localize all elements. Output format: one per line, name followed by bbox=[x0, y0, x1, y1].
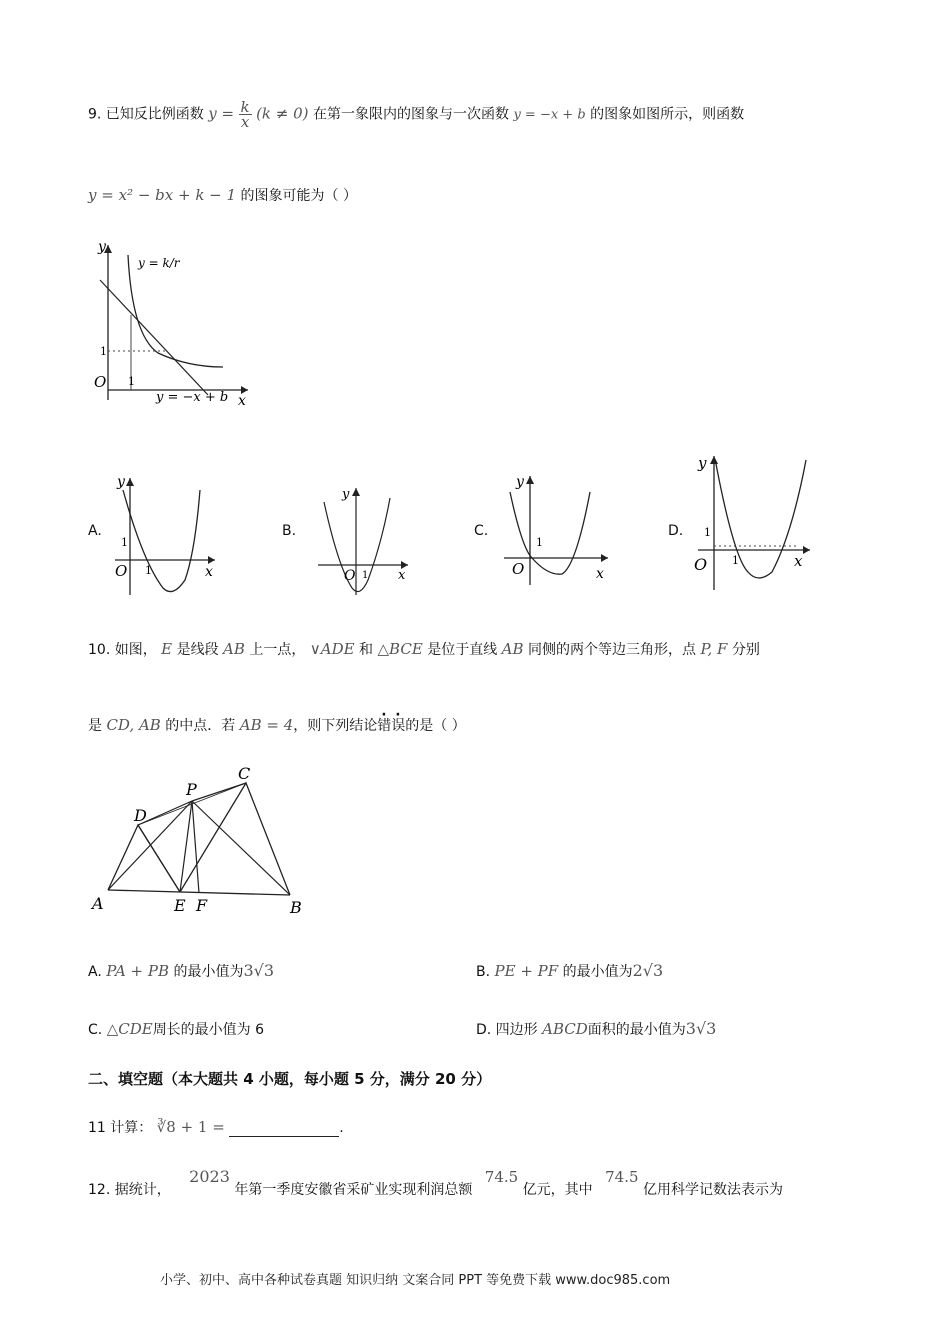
q10-midpoints: CD, AB bbox=[106, 716, 161, 734]
q9-opt-d-1x: 1 bbox=[732, 554, 739, 567]
q9-opt-a-x: x bbox=[205, 564, 213, 580]
section-2-heading: 二、填空题（本大题共 4 小题，每小题 5 分，满分 20 分） bbox=[88, 1070, 492, 1088]
q10-opt-a-expr: PA + PB bbox=[106, 962, 170, 980]
q9-tail2-text: 的图象可能为（ ） bbox=[240, 188, 357, 204]
q12-line bbox=[88, 1167, 783, 1199]
q10-option-c[interactable] bbox=[88, 1020, 264, 1039]
q9-opt-c-x: x bbox=[596, 566, 604, 582]
q9-opt-a-o: O bbox=[115, 562, 128, 580]
q10-opt-d-expr: ABCD bbox=[542, 1020, 588, 1038]
q9-opt-a-1y: 1 bbox=[121, 536, 128, 549]
q10-option-a[interactable] bbox=[88, 962, 274, 981]
q10-option-b[interactable] bbox=[476, 962, 663, 981]
q9-option-a-label[interactable]: A. bbox=[88, 523, 102, 539]
q10-line1-e: 是位于直线 bbox=[427, 642, 498, 658]
q11-line bbox=[88, 1118, 344, 1137]
q9-option-a-graph[interactable] bbox=[105, 470, 225, 600]
q9-opt-b-o: O bbox=[344, 568, 356, 584]
q10-opt-d-label: D. 四边形 bbox=[476, 1022, 538, 1038]
q9-option-c-graph[interactable] bbox=[496, 470, 616, 590]
q10-figure bbox=[88, 765, 313, 925]
q11-answer-blank[interactable] bbox=[229, 1122, 339, 1137]
q9-fig-tick-y1: 1 bbox=[100, 345, 107, 358]
q12-year: 2023 bbox=[189, 1167, 230, 1186]
q10-fig-d: D bbox=[134, 806, 147, 825]
q10-opt-b-value: 2√3 bbox=[632, 961, 664, 980]
q9-opt-d-1y: 1 bbox=[704, 526, 711, 539]
q10-emph-cuo: 错 bbox=[377, 718, 392, 734]
q10-opt-b-text: 的最小值为 bbox=[562, 964, 633, 980]
q10-line1-g: 分别 bbox=[731, 642, 760, 658]
q10-points-pf: P, F bbox=[700, 640, 728, 658]
q10-opt-b-label: B. bbox=[476, 964, 491, 980]
q10-opt-d-value: 3√3 bbox=[685, 1019, 717, 1038]
q9-fig-origin: O bbox=[94, 373, 107, 391]
q9-fig-tick-x1: 1 bbox=[128, 375, 135, 388]
q11-end: . bbox=[339, 1120, 344, 1136]
q9-option-b-graph[interactable] bbox=[310, 480, 415, 600]
q10-line2-c4: 的是（ ） bbox=[405, 718, 466, 734]
q10-triangle-ade: ∨ADE bbox=[309, 640, 355, 658]
q9-func1-fraction bbox=[239, 100, 252, 129]
q10-opt-c-label: C. bbox=[88, 1022, 103, 1038]
q9-opt-c-1y: 1 bbox=[536, 536, 543, 549]
q11-expr: ∛8 + 1 = bbox=[156, 1118, 225, 1136]
q10-emph-wu: 误 bbox=[391, 718, 406, 734]
q9-fig-y-label: y bbox=[98, 239, 106, 255]
q9-opt-b-1x: 1 bbox=[362, 570, 369, 581]
q9-mid-text: 在第一象限内的图象与一次函数 bbox=[312, 106, 509, 123]
page-footer: 小学、初中、高中各种试卷真题 知识归纳 文案合同 PPT 等免费下载 www.doc985.com bbox=[160, 1273, 671, 1288]
q9-func1-lhs: y = bbox=[208, 104, 235, 123]
q9-fig-x-label: x bbox=[238, 393, 246, 409]
q10-fig-b: B bbox=[290, 898, 302, 917]
q11-label: 11 计算： bbox=[88, 1120, 153, 1136]
q9-option-c-label[interactable]: C. bbox=[474, 523, 489, 539]
q12-label: 12. 据统计， bbox=[88, 1182, 171, 1198]
q9-line1 bbox=[88, 100, 744, 129]
q9-opt-d-o: O bbox=[694, 555, 708, 574]
q9-func1-condition: (k ≠ 0) bbox=[256, 104, 309, 123]
q10-opt-a-text: 的最小值为 bbox=[173, 964, 244, 980]
q10-line1 bbox=[88, 640, 760, 659]
q10-opt-a-label: A. bbox=[88, 964, 102, 980]
q9-func1-numerator: k bbox=[240, 98, 250, 116]
q10-option-d[interactable] bbox=[476, 1020, 716, 1039]
q9-fig-curve-label: y = k/r bbox=[138, 256, 180, 270]
q10-segment-ab: AB bbox=[223, 640, 245, 658]
q10-line2-c1: ，则下列结论 bbox=[293, 718, 378, 734]
q9-func3: y = x² − bx + k − 1 bbox=[88, 186, 237, 204]
q12-value2: 74.5 bbox=[605, 1168, 639, 1186]
q10-opt-a-value: 3√3 bbox=[243, 961, 275, 980]
q9-func2: y = −x + b bbox=[513, 107, 586, 123]
q10-line1-f: 同侧的两个等边三角形，点 bbox=[527, 642, 696, 658]
q10-line1-a: 10. 如图， bbox=[88, 642, 157, 658]
q10-fig-a: A bbox=[92, 894, 104, 913]
q10-fig-c: C bbox=[238, 765, 251, 783]
q12-text1: 年第一季度安徽省采矿业实现利润总额 bbox=[234, 1182, 473, 1198]
q10-fig-e: E bbox=[174, 896, 186, 915]
q9-number-text: 9. 已知反比例函数 bbox=[88, 106, 204, 123]
q9-main-figure bbox=[88, 235, 258, 415]
q12-text2: 亿元，其中 bbox=[522, 1182, 593, 1198]
q10-opt-d-text: 面积的最小值为 bbox=[587, 1022, 686, 1038]
q10-fig-f: F bbox=[196, 896, 208, 915]
q10-line1-d: 和 bbox=[359, 642, 374, 658]
q9-opt-c-o: O bbox=[512, 560, 525, 578]
q10-line1-b: 是线段 bbox=[176, 642, 219, 658]
q10-opt-c-text: 周长的最小值为 6 bbox=[152, 1022, 265, 1038]
q10-line-ab: AB bbox=[501, 640, 524, 658]
q9-opt-a-1x: 1 bbox=[145, 564, 152, 577]
q9-opt-b-y: y bbox=[342, 487, 350, 502]
q10-opt-c-expr: △CDE bbox=[106, 1020, 153, 1038]
q10-fig-p: P bbox=[186, 780, 197, 799]
q9-option-d-label[interactable]: D. bbox=[668, 523, 684, 539]
q10-line2-b: 的中点．若 bbox=[165, 718, 236, 734]
q10-line1-c: 上一点， bbox=[249, 642, 306, 658]
q9-func1-denominator: x bbox=[240, 113, 250, 131]
q10-line2 bbox=[88, 716, 466, 735]
q10-triangle-bce: △BCE bbox=[377, 640, 423, 658]
q10-ab-equals-4: AB = 4 bbox=[239, 716, 294, 734]
q9-option-b-label[interactable]: B. bbox=[282, 523, 297, 539]
q9-opt-d-y: y bbox=[698, 454, 707, 472]
q10-opt-b-expr: PE + PF bbox=[494, 962, 559, 980]
q9-opt-b-x: x bbox=[398, 568, 406, 583]
q9-line2 bbox=[88, 186, 357, 205]
q12-value1: 74.5 bbox=[484, 1168, 519, 1186]
q9-opt-d-x: x bbox=[794, 552, 803, 570]
q9-tail-text: 的图象如图所示，则函数 bbox=[590, 106, 745, 123]
q12-text3: 亿用科学记数法表示为 bbox=[642, 1182, 783, 1198]
q9-fig-line-label: y = −x + b bbox=[156, 390, 229, 405]
q10-point-e: E bbox=[161, 640, 173, 658]
q10-line2-a: 是 bbox=[88, 718, 102, 734]
q9-opt-c-y: y bbox=[516, 474, 524, 490]
q9-option-d-graph[interactable] bbox=[688, 450, 818, 595]
q9-opt-a-y: y bbox=[117, 474, 125, 490]
